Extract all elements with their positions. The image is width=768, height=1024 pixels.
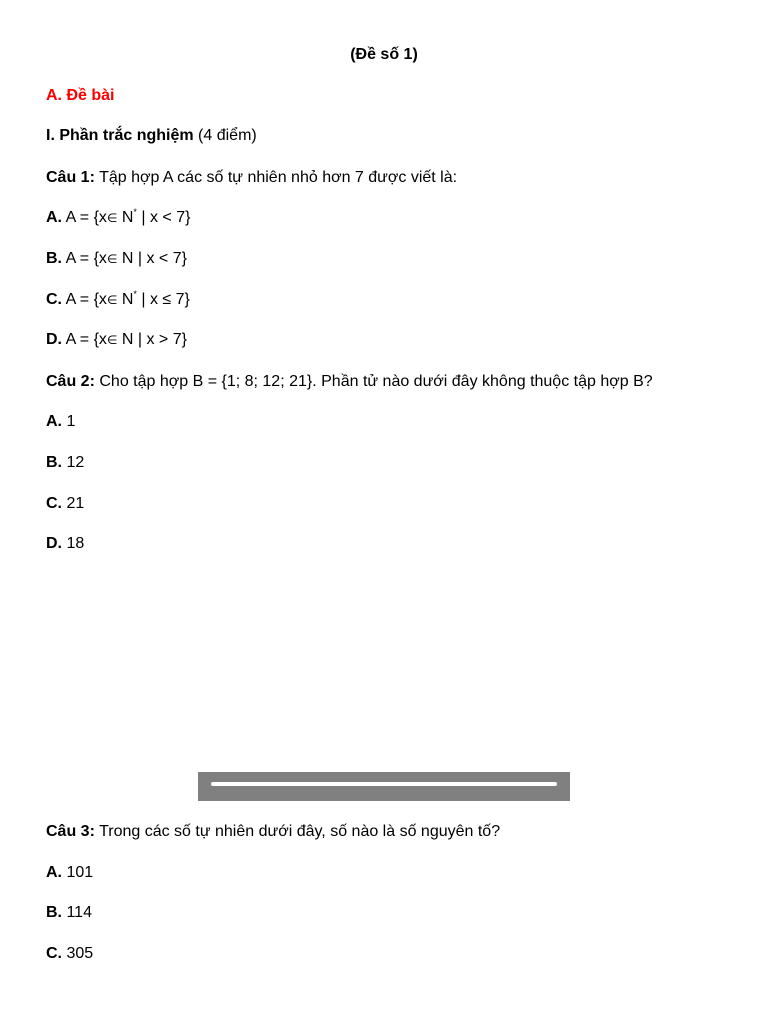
option-letter: B. [46,250,62,267]
option-set: N [121,331,134,348]
question-3 [46,822,500,842]
option-text: 114 [66,904,92,921]
option-letter: D. [46,331,62,348]
part-heading [46,126,257,146]
question-2 [46,372,653,392]
option-text: 101 [66,864,94,881]
option-superscript: * [133,207,137,217]
option-text: 18 [66,535,85,552]
element-of-symbol: ∈ [106,252,118,266]
section-heading: A. Đề bài [46,87,115,104]
option-letter: A. [46,864,62,881]
question-2-text: Cho tập hợp B = {1; 8; 12; 21}. Phần tử nào dưới đây không thuộc tập hợp B? [99,373,653,390]
option-letter: C. [46,291,62,308]
question-1-option-a [46,208,190,228]
question-3-option-b [46,903,92,923]
option-text: 12 [66,454,85,471]
option-post: | x < 7} [141,209,191,226]
question-1-option-c [46,290,190,310]
question-2-option-d [46,534,84,554]
question-1 [46,168,457,188]
option-post: | x > 7} [137,331,187,348]
question-1-text: Tập hợp A các số tự nhiên nhỏ hơn 7 được viết là: [99,169,458,186]
option-text: 21 [66,495,85,512]
question-3-label: Câu 3: [46,823,95,840]
divider-bar [211,782,557,786]
question-2-option-a [46,412,75,432]
option-text: 1 [66,413,76,430]
document-title: (Đề số 1) [350,46,418,63]
question-2-option-b [46,453,84,473]
option-pre: A = {x [65,209,107,226]
question-3-option-a [46,863,93,883]
question-3-option-c [46,944,93,964]
option-post: | x < 7} [137,250,187,267]
option-superscript: * [133,289,137,299]
option-pre: A = {x [65,331,107,348]
option-set: N [121,250,134,267]
option-set: N [121,291,134,308]
option-letter: D. [46,535,62,552]
option-letter: B. [46,904,62,921]
option-pre: A = {x [65,291,107,308]
page-divider [198,772,570,801]
option-letter: B. [46,454,62,471]
option-set: N [121,209,134,226]
question-3-text: Trong các số tự nhiên dưới đây, số nào là số nguyên tố? [99,823,501,840]
option-letter: A. [46,209,62,226]
option-letter: C. [46,495,62,512]
option-text: 305 [66,945,94,962]
part-title: I. Phần trắc nghiệm [46,127,194,144]
question-1-option-d [46,330,187,350]
question-2-label: Câu 2: [46,373,95,390]
option-letter: A. [46,413,62,430]
element-of-symbol: ∈ [106,211,118,225]
question-2-option-c [46,494,84,514]
option-post: | x ≤ 7} [141,291,190,308]
option-letter: C. [46,945,62,962]
question-1-option-b [46,249,187,269]
part-points: (4 điểm) [198,127,257,144]
question-1-label: Câu 1: [46,169,95,186]
element-of-symbol: ∈ [106,293,118,307]
option-pre: A = {x [65,250,107,267]
element-of-symbol: ∈ [106,333,118,347]
